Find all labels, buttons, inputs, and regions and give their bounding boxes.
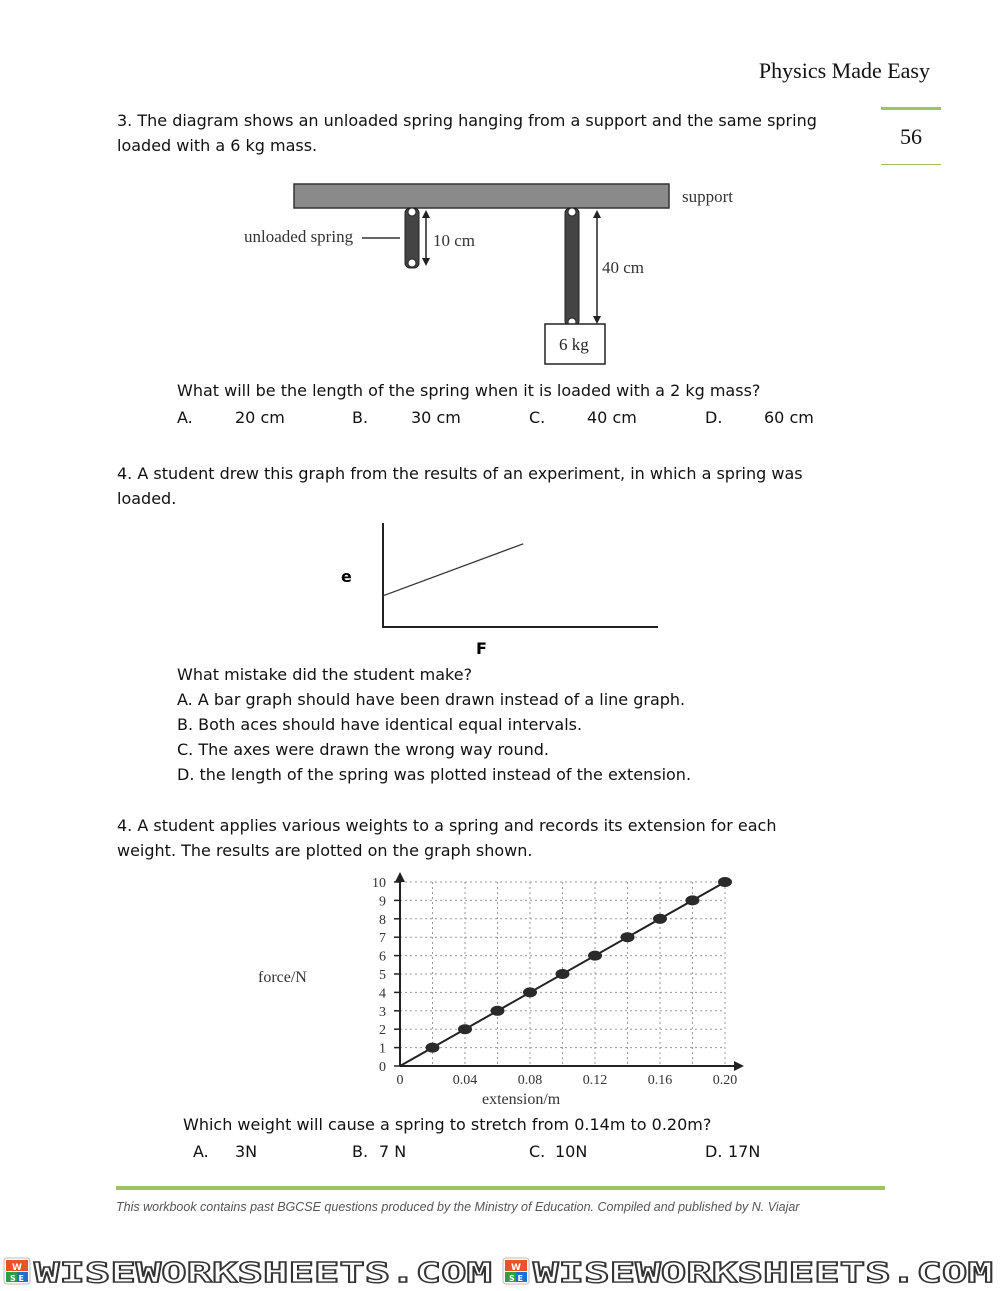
q4b-option-d-value: 17N: [728, 1142, 761, 1161]
force-chart-y-tick-label: 3: [379, 1004, 386, 1020]
sketch-graph-x-label: F: [476, 639, 487, 658]
force-chart-point: [458, 1024, 472, 1034]
mass-label: 6 kg: [559, 335, 589, 354]
q4b-options: [0, 1142, 1000, 1166]
force-chart-x-tick-label: 0.12: [582, 1073, 608, 1088]
force-chart-point: [523, 987, 537, 997]
short-arrow-head-top: [422, 210, 430, 218]
force-chart-y-tick-label: 5: [379, 968, 386, 983]
q3-text: [117, 108, 817, 158]
q3-option-d-letter: D.: [705, 408, 723, 427]
banner-text-left: WISEWORKSHEETS.COM: [34, 1256, 492, 1289]
force-chart-x-tick-label: 0: [396, 1073, 404, 1088]
short-arrow-head-bottom: [422, 258, 430, 266]
loaded-spring-top-loop: [568, 208, 576, 216]
wiseworksheets-banner: [0, 1252, 1000, 1291]
q3-option-c-value: 40 cm: [587, 408, 637, 427]
q4a-option-b: B. Both aces should have identical equal intervals.: [177, 715, 583, 734]
short-length-label: 10 cm: [433, 231, 476, 250]
force-chart-point: [588, 951, 602, 961]
q4b-option-c-value: 10N: [555, 1142, 588, 1161]
force-chart-y-ticks: [372, 876, 400, 1075]
force-chart-y-arrow: [395, 872, 405, 882]
q4b-option-d-letter: D.: [705, 1142, 723, 1161]
footer-rule: [116, 1186, 885, 1190]
q4a-option-a: A. A bar graph should have been drawn instead of a line graph.: [177, 690, 686, 709]
q3-option-a-value: 20 cm: [235, 408, 285, 427]
q3-options: [0, 408, 1000, 432]
force-chart-point: [621, 932, 635, 942]
banner-logo-right: [503, 1256, 993, 1289]
q4b-text-line1: 4. A student applies various weights to a spring and records its extension for each: [117, 816, 777, 835]
force-chart-y-tick-label: 8: [379, 912, 386, 928]
force-chart-point: [556, 969, 570, 979]
q4b-text: [117, 813, 776, 863]
footer-note: This workbook contains past BGCSE questions produced by the Ministry of Education. Compiled and published by N. Viajar: [116, 1200, 800, 1214]
q4b-question: Which weight will cause a spring to stretch from 0.14m to 0.20m?: [183, 1115, 712, 1134]
badge-right-bottom-text: S E: [508, 1274, 524, 1283]
q4a-options: [177, 687, 691, 787]
badge-left-top-text: W: [12, 1263, 22, 1273]
long-length-label: 40 cm: [602, 258, 645, 277]
force-chart-x-tick-label: 0.08: [517, 1073, 543, 1088]
q3-option-c-letter: C.: [529, 408, 546, 427]
force-chart-x-ticks: [397, 1073, 738, 1088]
force-chart-x-tick-label: 0.04: [452, 1073, 478, 1088]
q4b-option-b-value: 7 N: [379, 1142, 407, 1161]
q3-option-b-value: 30 cm: [411, 408, 461, 427]
q4b-text-line2: weight. The results are plotted on the graph shown.: [117, 841, 533, 860]
banner-logo-left: [4, 1256, 492, 1289]
q4a-text: [117, 461, 803, 511]
sketch-graph-y-label: e: [341, 567, 352, 586]
force-extension-chart: [250, 868, 770, 1110]
force-chart-point: [718, 877, 732, 887]
q4b-option-c-letter: C.: [529, 1142, 546, 1161]
force-chart-y-tick-label: 4: [379, 986, 386, 1002]
support-label: support: [682, 187, 733, 206]
page-number-bottom-rule: [881, 164, 941, 165]
page-number-top-rule: [881, 107, 941, 110]
force-chart-x-tick-label: 0.16: [647, 1073, 673, 1088]
q4a-question: What mistake did the student make?: [177, 665, 473, 684]
sketch-graph: [330, 515, 670, 660]
force-chart-y-tick-label: 9: [379, 894, 386, 910]
force-chart-x-arrow: [734, 1061, 744, 1071]
q3-option-d-value: 60 cm: [764, 408, 814, 427]
q3-text-line1: 3. The diagram shows an unloaded spring hanging from a support and the same spring: [117, 111, 817, 130]
q3-question: What will be the length of the spring when it is loaded with a 2 kg mass?: [177, 381, 761, 400]
long-arrow-head-bottom: [593, 316, 601, 324]
force-chart-x-tick-label: 0.20: [712, 1073, 738, 1088]
unloaded-spring-top-loop: [408, 208, 416, 216]
force-chart-y-tick-label: 1: [379, 1041, 386, 1057]
force-chart-y-tick-label: 7: [379, 931, 386, 947]
long-arrow-head-top: [593, 210, 601, 218]
book-title: Physics Made Easy: [758, 58, 930, 83]
page-number: 56: [900, 124, 922, 149]
q4a-text-line1: 4. A student drew this graph from the results of an experiment, in which a spring was: [117, 464, 803, 483]
force-chart-point: [491, 1006, 505, 1016]
force-chart-point: [653, 914, 667, 924]
force-chart-y-tick-label: 0: [379, 1060, 386, 1075]
q4a-option-c: C. The axes were drawn the wrong way round.: [177, 740, 549, 759]
force-chart-y-tick-label: 2: [379, 1023, 386, 1039]
unloaded-spring-label: unloaded spring: [244, 227, 354, 246]
q3-text-line2: loaded with a 6 kg mass.: [117, 136, 318, 155]
force-chart-point: [686, 895, 700, 905]
force-chart-y-tick-label: 10: [372, 876, 386, 891]
q4b-option-a-letter: A.: [193, 1142, 209, 1161]
force-chart-point: [426, 1043, 440, 1053]
support-beam: [294, 184, 669, 208]
q4b-option-b-letter: B.: [352, 1142, 369, 1161]
q3-option-a-letter: A.: [177, 408, 193, 427]
q4b-option-a-value: 3N: [235, 1142, 258, 1161]
badge-left-bottom-text: S E: [9, 1274, 25, 1283]
force-chart-y-tick-label: 6: [379, 949, 386, 965]
spring-diagram: [230, 172, 750, 372]
q4a-text-line2: loaded.: [117, 489, 177, 508]
loaded-spring: [565, 208, 579, 326]
sketch-graph-line: [383, 544, 523, 596]
q4a-option-d: D. the length of the spring was plotted instead of the extension.: [177, 765, 692, 784]
q3-option-b-letter: B.: [352, 408, 369, 427]
banner-text-right: WISEWORKSHEETS.COM: [533, 1256, 993, 1289]
unloaded-spring-bottom-loop: [408, 259, 416, 267]
badge-right-top-text: W: [511, 1263, 521, 1273]
force-chart-x-label: extension/m: [482, 1091, 561, 1108]
force-chart-y-label: force/N: [258, 969, 307, 986]
